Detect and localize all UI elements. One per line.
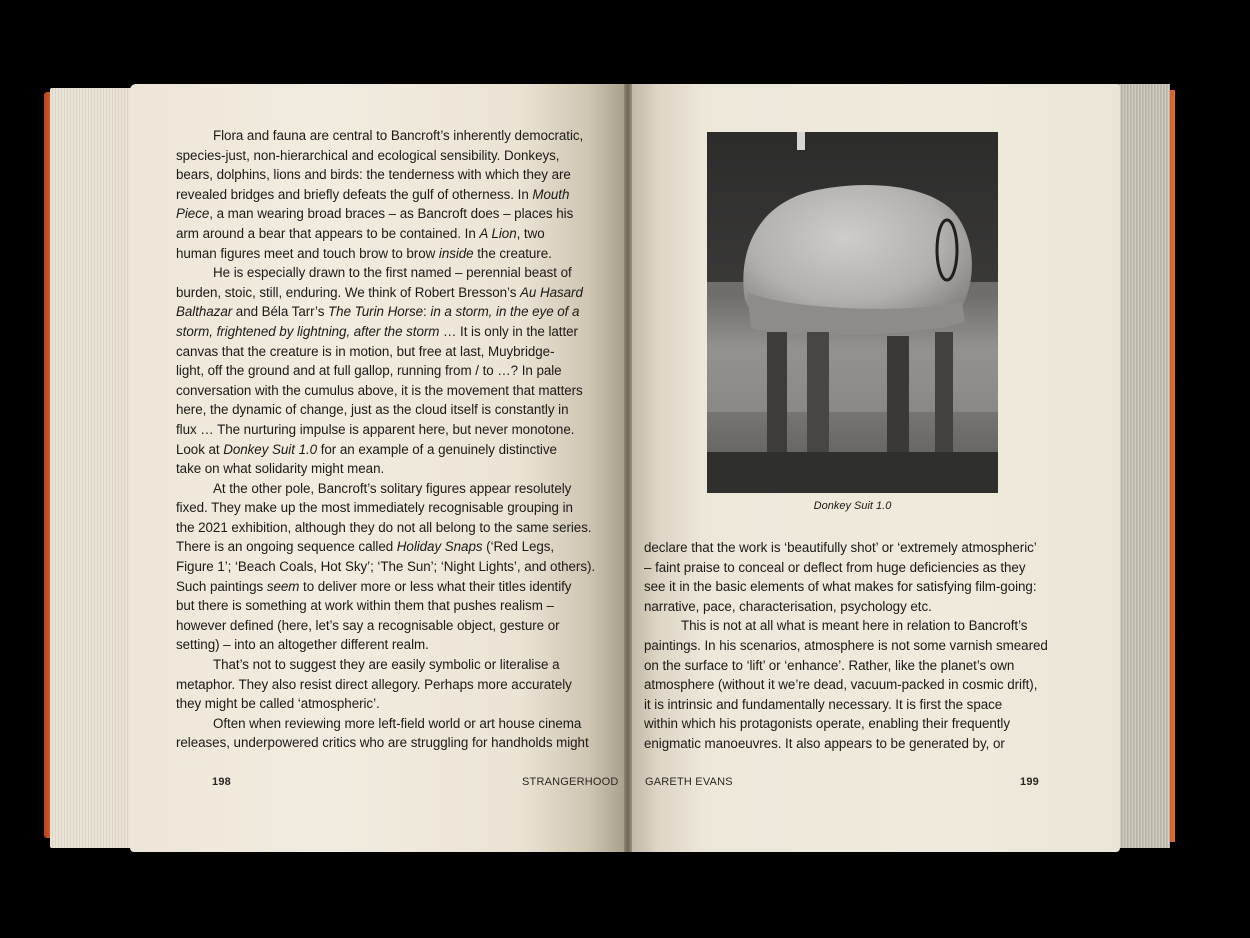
italic-text: The Turin Horse	[328, 304, 424, 320]
text-line	[176, 577, 616, 597]
text-run: here, the dynamic of change, just as the cloud itself is constantly in	[176, 402, 569, 418]
text-line	[644, 695, 1074, 715]
text-line	[176, 675, 616, 695]
text-run: conversation with the cumulus above, it is the movement that matters	[176, 382, 583, 398]
text-run: bears, dolphins, lions and birds: the tenderness with which they are	[176, 167, 571, 183]
text-line	[176, 165, 616, 185]
text-run: fixed. They make up the most immediately recognisable grouping in	[176, 500, 573, 516]
text-run: … It is only in the latter	[439, 323, 578, 339]
text-line	[644, 597, 1074, 617]
text-line	[176, 655, 616, 675]
text-run: for an example of a genuinely distinctive	[317, 441, 557, 457]
text-run: revealed bridges and briefly defeats the gulf of otherness. In	[176, 186, 533, 202]
text-run: Flora and fauna are central to Bancroft’s inherently democratic,	[213, 128, 584, 143]
text-run: , a man wearing broad braces – as Bancroft does – places his	[209, 206, 574, 222]
painting-figure	[707, 132, 998, 493]
text-line	[644, 734, 1074, 754]
text-run: flux … The nurturing impulse is apparent here, but never monotone.	[176, 421, 575, 437]
text-run: to deliver more or less what their titles identify	[299, 578, 572, 594]
italic-text: Donkey Suit 1.0	[223, 441, 318, 457]
text-run: (‘Red Legs,	[482, 539, 555, 555]
italic-text: Piece	[176, 206, 210, 222]
text-run: declare that the work is ‘beautifully shot’ or ‘extremely atmospheric’	[644, 540, 1037, 555]
text-line	[644, 538, 1074, 558]
text-run: human figures meet and touch brow to brow	[176, 245, 439, 261]
text-line	[176, 224, 616, 244]
text-run: metaphor. They also resist direct allegory. Perhaps more accurately	[176, 676, 572, 692]
text-run: canvas that the creature is in motion, but free at last, Muybridge-	[176, 343, 555, 359]
text-run: Look at	[176, 441, 224, 457]
text-line	[176, 244, 616, 264]
left-page-number: 198	[212, 776, 231, 788]
text-run: it is intrinsic and fundamentally necessary. It is first the space	[644, 696, 1003, 712]
right-page-number: 199	[1020, 776, 1039, 788]
italic-text: A Lion	[479, 225, 517, 241]
text-line	[176, 714, 616, 734]
text-line	[176, 498, 616, 518]
italic-text: Balthazar	[176, 304, 233, 320]
text-run: species-just, non-hierarchical and ecological sensibility. Donkeys,	[176, 147, 560, 163]
text-line	[176, 557, 616, 577]
donkey-suit-painting	[707, 132, 998, 493]
italic-text: inside	[438, 245, 474, 261]
text-line	[176, 420, 616, 440]
text-run: Such paintings	[176, 578, 267, 594]
text-line	[644, 656, 1074, 676]
text-line	[176, 322, 616, 342]
text-run: – faint praise to conceal or deflect from huge deficiencies as they	[644, 559, 1026, 575]
text-run: enigmatic manoeuvres. It also appears to be generated by, or	[644, 735, 1005, 751]
italic-text: Holiday Snaps	[396, 539, 483, 555]
text-line	[176, 204, 616, 224]
text-run: and Béla Tarr’s	[232, 304, 329, 320]
text-line	[176, 537, 616, 557]
text-line	[176, 733, 616, 753]
text-line	[644, 577, 1074, 597]
text-run: Often when reviewing more left-field world or art house cinema	[213, 715, 582, 731]
text-run: the 2021 exhibition, although they do not all belong to the same series.	[176, 519, 592, 535]
text-run: light, off the ground and at full gallop, running from / to …? In pale	[176, 363, 562, 379]
text-line	[176, 400, 616, 420]
text-line	[176, 616, 616, 636]
text-run: There is an ongoing sequence called	[176, 539, 397, 555]
text-run: He is especially drawn to the first named – perennial beast of	[213, 265, 572, 281]
figure-caption: Donkey Suit 1.0	[813, 500, 892, 512]
text-line	[644, 616, 1074, 636]
text-run: :	[423, 304, 431, 320]
text-run: within which his protagonists operate, enabling their frequently	[644, 716, 1011, 732]
italic-text: storm, frightened by lightning, after the storm	[176, 323, 440, 339]
text-line	[176, 361, 616, 381]
text-run: the creature.	[473, 245, 552, 261]
page-stack-right	[1114, 84, 1170, 848]
text-line	[176, 342, 616, 362]
text-line	[644, 558, 1074, 578]
text-run: paintings. In his scenarios, atmosphere is not some varnish smeared	[644, 637, 1048, 653]
text-run: however defined (here, let’s say a recognisable object, gesture or	[176, 617, 560, 633]
italic-text: Au Hasard	[520, 284, 583, 300]
text-run: take on what solidarity might mean.	[176, 461, 385, 477]
left-page-body-text	[176, 126, 616, 753]
text-line	[176, 479, 616, 499]
page-stack-left	[50, 88, 136, 848]
italic-text: seem	[266, 578, 300, 594]
italic-text: in a storm, in the eye of a	[430, 304, 580, 320]
text-line	[176, 440, 616, 460]
left-running-head: STRANGERHOOD	[522, 776, 619, 788]
text-run: but there is something at work within them that pushes realism –	[176, 598, 554, 614]
text-line	[176, 596, 616, 616]
text-line	[176, 694, 616, 714]
text-line	[176, 263, 616, 283]
text-line	[176, 185, 616, 205]
text-run: , two	[516, 225, 545, 241]
text-line	[644, 714, 1074, 734]
book-gutter	[624, 84, 632, 852]
text-run: burden, stoic, still, enduring. We think of Robert Bresson’s	[176, 284, 521, 300]
text-line	[644, 675, 1074, 695]
text-run: At the other pole, Bancroft’s solitary figures appear resolutely	[213, 480, 572, 496]
text-line	[176, 518, 616, 538]
text-run: That’s not to suggest they are easily symbolic or literalise a	[213, 657, 560, 673]
text-line	[644, 636, 1074, 656]
text-run: This is not at all what is meant here in relation to Bancroft’s	[681, 618, 1028, 634]
text-line	[176, 459, 616, 479]
text-run: releases, underpowered critics who are struggling for handholds might	[176, 735, 589, 751]
text-line	[176, 126, 616, 146]
text-line	[176, 302, 616, 322]
text-run: atmosphere (without it we’re dead, vacuum-packed in cosmic drift),	[644, 677, 1038, 693]
text-line	[176, 283, 616, 303]
text-run: setting) – into an altogether different realm.	[176, 637, 429, 653]
text-run: narrative, pace, characterisation, psychology etc.	[644, 598, 932, 614]
text-run: they might be called ‘atmospheric’.	[176, 696, 380, 712]
right-page-body-text	[644, 538, 1074, 754]
text-line	[176, 381, 616, 401]
right-running-head: GARETH EVANS	[645, 776, 733, 788]
italic-text: Mouth	[532, 186, 570, 202]
text-line	[176, 635, 616, 655]
text-run: arm around a bear that appears to be contained. In	[176, 225, 480, 241]
text-run: on the surface to ‘lift’ or ‘enhance’. Rather, like the planet’s own	[644, 657, 1015, 673]
text-run: see it in the basic elements of what makes for satisfying film-going:	[644, 579, 1037, 595]
text-line	[176, 146, 616, 166]
text-run: Figure 1’; ‘Beach Coals, Hot Sky’; ‘The Sun’; ‘Night Lights’, and others).	[176, 559, 596, 575]
